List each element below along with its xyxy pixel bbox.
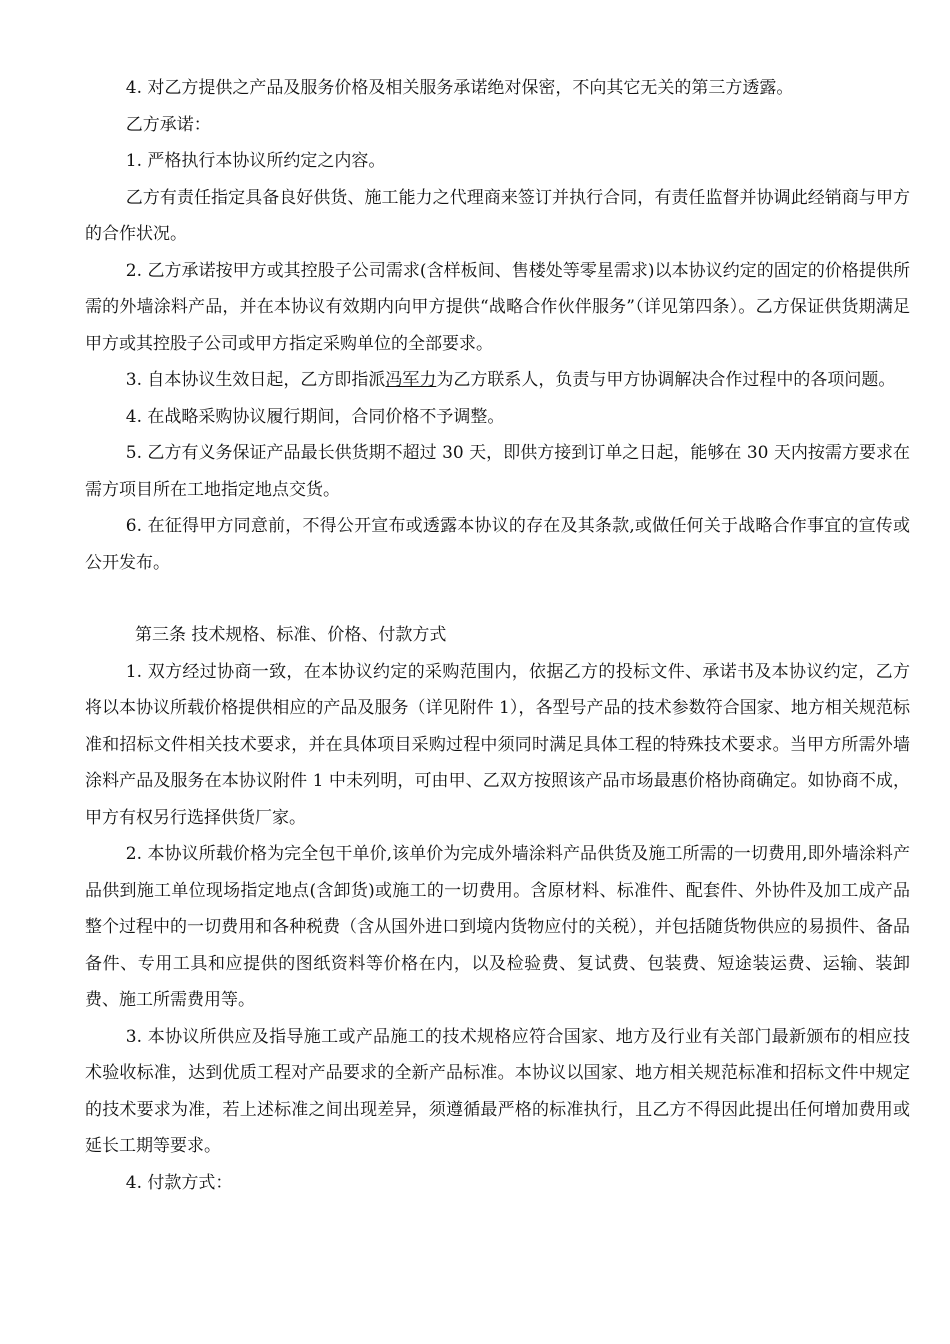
paragraph-confidentiality: 4. 对乙方提供之产品及服务价格及相关服务承诺绝对保密，不向其它无关的第三方透露。 — [125, 78, 794, 98]
section-3-paragraph-3: 3. 本协议所供应及指导施工或产品施工的技术规格应符合国家、地方及行业有关部门最新颁布的相应技术验收标准，达到优质工程对产品要求的全新产品标准。本协议以国家、地方相关规范标准和招标文件中规定的技术要求为准，若上述标准之间出现差异，须遵循最严格的标准执行，且乙方不得因此提出任何增加费用或延长工期等要求。 — [85, 1026, 910, 1156]
section-3-paragraph-2: 2. 本协议所载价格为完全包干单价,该单价为完成外墙涂料产品供货及施工所需的一切费用,即外墙涂料产品供到施工单位现场指定地点(含卸货)或施工的一切费用。含原材料、标准件、配套件、外协件及加工成产品整个过程中的一切费用和各种税费（含从国外进口到境内货物应付的关税），并包括随货物供应的易损件、备品备件、专用工具和应提供的图纸资料等价格在内，以及检验费、复试费、包装费、短途装运费、运输、装卸费、施工所需费用等。 — [85, 844, 910, 1010]
paragraph-commitment-1: 1. 严格执行本协议所约定之内容。 — [125, 151, 386, 171]
section-gap — [85, 581, 910, 617]
paragraph-party-b-commitments-heading: 乙方承诺： — [125, 114, 211, 135]
commitment-3-after: 为乙方联系人，负责与甲方协调解决合作过程中的各项问题。 — [436, 370, 896, 390]
paragraph-agent-responsibility: 乙方有责任指定具备良好供货、施工能力之代理商来签订并执行合同，有责任监督并协调此经销商与甲方的合作状况。 — [85, 187, 910, 244]
paragraph-commitment-2: 2. 乙方承诺按甲方或其控股子公司需求(含样板间、售楼处等零星需求)以本协议约定的固定的价格提供所需的外墙涂料产品，并在本协议有效期内向甲方提供“战略合作伙伴服务”（详见第四条）。乙方保证供货期满足甲方或其控股子公司或甲方指定采购单位的全部要求。 — [85, 260, 910, 354]
paragraph-commitment-4: 4. 在战略采购协议履行期间，合同价格不予调整。 — [125, 406, 505, 427]
section-3-paragraph-1: 1. 双方经过协商一致，在本协议约定的采购范围内，依据乙方的投标文件、承诺书及本协议约定，乙方将以本协议所载价格提供相应的产品及服务（详见附件 1），各型号产品的技术参数符合国家、地方相关规范标准和招标文件相关技术要求，并在具体项目采购过程中须同时满足具体工程的特殊技术要求。当甲方所需外墙涂料产品及服务在本协议附件 1 中未列明，可由甲、乙双方按照该产品市场最惠价格协商确定。如协商不成，甲方有权另行选择供货厂家。 — [85, 661, 910, 828]
section-3-title: 第三条 技术规格、标准、价格、付款方式 — [135, 625, 447, 645]
paragraph-commitment-6: 6. 在征得甲方同意前，不得公开宣布或透露本协议的存在及其条款,或做任何关于战略合作事宜的宣传或公开发布。 — [85, 516, 910, 573]
paragraph-commitment-3 — [85, 362, 910, 399]
commitment-3-before: 3. 自本协议生效日起，乙方即指派 — [125, 370, 386, 390]
section-3-paragraph-4: 4. 付款方式： — [125, 1172, 233, 1193]
contact-person-name: 冯军力 — [385, 370, 437, 390]
paragraph-commitment-5: 5. 乙方有义务保证产品最长供货期不超过 30 天，即供方接到订单之日起，能够在 30 天内按需方要求在需方项目所在工地指定地点交货。 — [85, 443, 910, 500]
